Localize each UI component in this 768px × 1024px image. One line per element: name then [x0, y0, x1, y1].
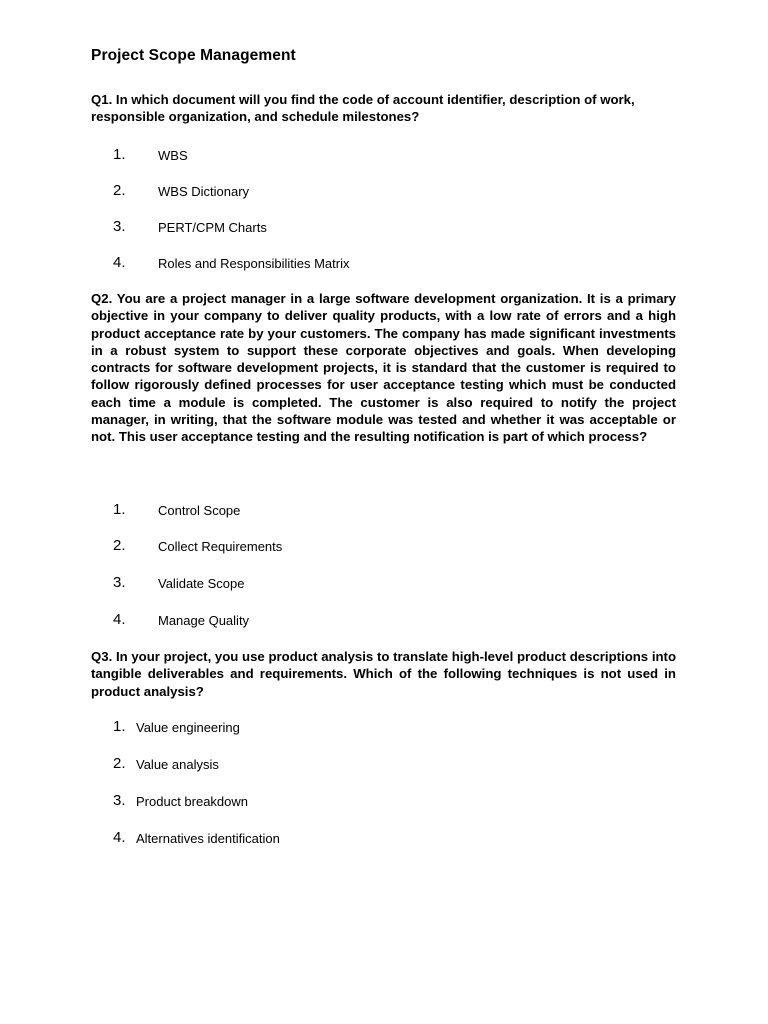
option-text: Control Scope — [158, 503, 241, 518]
option-number: 4. — [113, 254, 126, 271]
option-text: Validate Scope — [158, 576, 245, 591]
page-title: Project Scope Management — [91, 47, 296, 64]
question-1-text: Q1. In which document will you find the code of account identifier, description of work, responsible organization, and schedule milestones? — [91, 92, 635, 125]
option-text: Roles and Responsibilities Matrix — [158, 256, 350, 271]
option-number: 1. — [113, 718, 126, 735]
question-2-text: Q2. You are a project manager in a large software development organization. It is a primary objective in your company to deliver quality products, with a low rate of errors and a high product acceptance rate by your customers. The company has made significant investments in a robust system to support these corporate objectives and goals. When developing contracts for software development projects, it is standard that the customer is required to follow rigorously defined processes for user acceptance testing which must be conducted each time a module is completed. The customer is also required to notify the project manager, in writing, that the software module was tested and whether it was acceptable or not. This user acceptance testing and the resulting notification is part of which process? — [91, 291, 676, 445]
option-text: Collect Requirements — [158, 539, 283, 554]
option-number: 1. — [113, 501, 126, 518]
option-number: 2. — [113, 755, 126, 772]
option-text: WBS Dictionary — [158, 184, 250, 199]
option-number: 3. — [113, 792, 126, 809]
option-number: 4. — [113, 829, 126, 846]
question-3-text: Q3. In your project, you use product analysis to translate high-level product descriptions into tangible deliverables and requirements. Which of the following techniques is not used in product analysis? — [91, 649, 676, 699]
option-text: Value analysis — [136, 757, 219, 772]
option-number: 3. — [113, 218, 126, 235]
option-number: 3. — [113, 574, 126, 591]
option-text: WBS — [158, 148, 188, 163]
option-number: 4. — [113, 611, 126, 628]
option-text: Product breakdown — [136, 794, 249, 809]
option-number: 2. — [113, 537, 126, 554]
option-text: Alternatives identification — [136, 831, 280, 846]
option-text: PERT/CPM Charts — [158, 220, 267, 235]
option-text: Manage Quality — [158, 613, 250, 628]
option-number: 1. — [113, 146, 126, 163]
option-text: Value engineering — [136, 720, 240, 735]
option-number: 2. — [113, 182, 126, 199]
